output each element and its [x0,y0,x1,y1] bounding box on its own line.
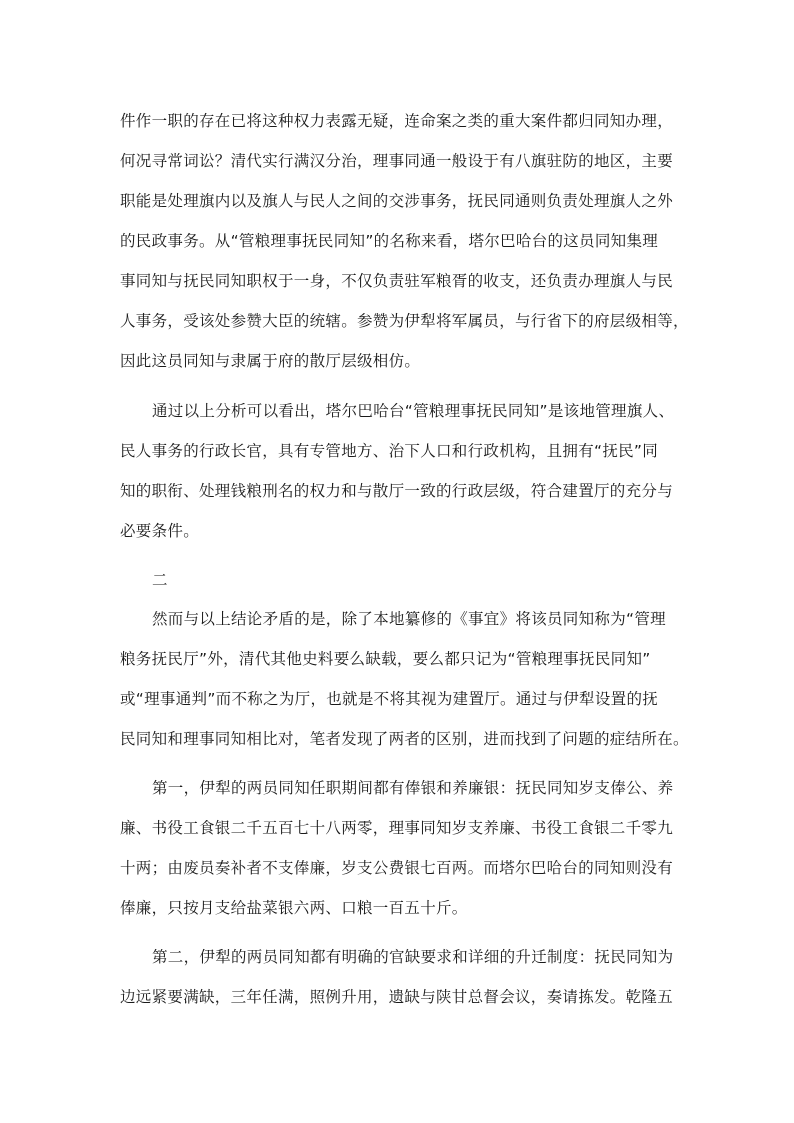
text-line: 何况寻常词讼？清代实行满汉分治，理事同通一般设于有八旗驻防的地区，主要 [120,152,674,170]
text-line: 必要条件。 [120,522,200,540]
text-line: 人事务，受该处参赞大臣的统辖。参赞为伊犁将军属员，与行省下的府层级相等， [120,312,689,330]
section-heading: 二 [152,571,168,589]
text-line: 十两；由废员奏补者不支俸廉，岁支公费银七百两。而塔尔巴哈台的同知则没有 [120,859,674,877]
text-line: 通过以上分析可以看出，塔尔巴哈台“管粮理事抚民同知”是该地管理旗人、 [152,402,675,420]
text-line: 俸廉，只按月支给盐菜银六两、口粮一百五十斤。 [120,899,468,917]
text-line: 第一，伊犁的两员同知任职期间都有俸银和养廉银：抚民同知岁支俸公、养 [152,779,674,797]
text-line: 事同知与抚民同知职权于一身，不仅负责驻军粮胥的收支，还负责办理旗人与民 [120,272,674,290]
text-line: 边远紧要满缺，三年任满，照例升用，遗缺与陕甘总督会议，奏请拣发。乾隆五 [120,988,674,1006]
text-line: 然而与以上结论矛盾的是，除了本地纂修的《事宜》将该员同知称为“管理 [152,610,666,628]
text-line: 第二，伊犁的两员同知都有明确的官缺要求和详细的升迁制度：抚民同知为 [152,948,674,966]
text-line: 粮务抚民厅”外，清代其他史料要么缺载，要么都只记为“管粮理事抚民同知” [120,650,651,668]
text-line: 知的职衔、处理钱粮刑名的权力和与散厅一致的行政层级，符合建置厅的充分与 [120,482,674,500]
text-line: 职能是处理旗内以及旗人与民人之间的交涉事务，抚民同通则负责处理旗人之外 [120,192,674,210]
text-line: 民人事务的行政长官，具有专管地方、治下人口和行政机构，且拥有“抚民”同 [120,442,659,460]
text-line: 件作一职的存在已将这种权力表露无疑，连命案之类的重大案件都归同知办理， [120,112,674,130]
text-line: 廉、书役工食银二千五百七十八两零，理事同知岁支养廉、书役工食银二千零九 [120,819,674,837]
text-line: 民同知和理事同知相比对，笔者发现了两者的区别，进而找到了问题的症结所在。 [120,730,689,748]
text-line: 因此这员同知与隶属于府的散厅层级相仿。 [120,352,421,370]
text-line: 或“理事通判”而不称之为厅，也就是不将其视为建置厅。通过与伊犁设置的抚 [120,690,659,708]
text-line: 的民政事务。从“管粮理事抚民同知”的名称来看，塔尔巴哈台的这员同知集理 [120,232,659,250]
